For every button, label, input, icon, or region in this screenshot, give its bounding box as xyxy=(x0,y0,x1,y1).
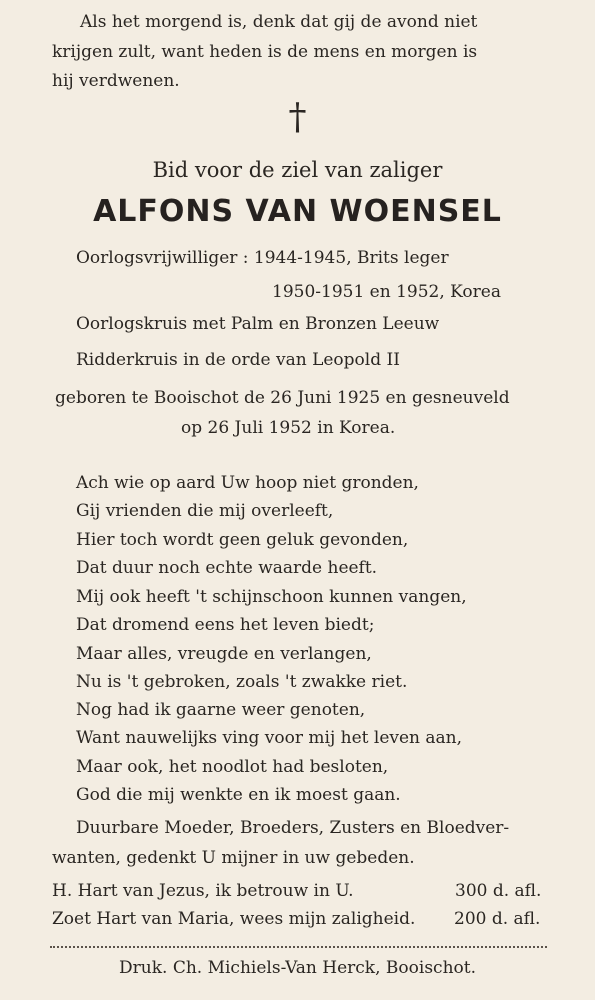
poem-line: Maar alles, vreugde en verlangen, xyxy=(76,644,372,664)
indulgence-value: 300 d. afl. xyxy=(455,881,542,901)
poem-line: Nog had ik gaarne weer genoten, xyxy=(76,700,366,720)
birth-line-2: op 26 Juli 1952 in Korea. xyxy=(181,418,396,438)
deceased-name: ALFONS VAN WOENSEL xyxy=(93,194,502,229)
family-line-1: Duurbare Moeder, Broeders, Zusters en Bloedver- xyxy=(76,818,510,838)
cross-icon: † xyxy=(288,97,307,138)
prayer-heading: Bid voor de ziel van zaliger xyxy=(152,158,443,182)
poem-line: Want nauwelijks ving voor mij het leven aan, xyxy=(76,728,463,748)
indulgence-text: Zoet Hart van Maria, wees mijn zaligheid. xyxy=(52,909,416,929)
indulgence-text: H. Hart van Jezus, ik betrouw in U. xyxy=(52,881,354,901)
intro-line-3: hij verdwenen. xyxy=(52,71,180,91)
intro-line-1: Als het morgend is, denk dat gij de avond niet xyxy=(80,12,478,32)
poem-line: Ach wie op aard Uw hoop niet gronden, xyxy=(76,473,419,493)
service-line-2: 1950-1951 en 1952, Korea xyxy=(272,282,501,302)
poem-line: God die mij wenkte en ik moest gaan. xyxy=(76,785,401,805)
birth-line-1: geboren te Booischot de 26 Juni 1925 en gesneuveld xyxy=(55,388,510,408)
poem-line: Gij vrienden die mij overleeft, xyxy=(76,501,334,521)
indulgence-value: 200 d. afl. xyxy=(454,909,541,929)
poem-line: Hier toch wordt geen geluk gevonden, xyxy=(76,530,409,550)
poem-line: Maar ook, het noodlot had besloten, xyxy=(76,757,389,777)
service-line-3: Oorlogskruis met Palm en Bronzen Leeuw xyxy=(76,314,440,334)
poem-line: Dat dromend eens het leven biedt; xyxy=(76,615,375,635)
intro-line-2: krijgen zult, want heden is de mens en morgen is xyxy=(52,42,478,62)
family-line-2: wanten, gedenkt U mijner in uw gebeden. xyxy=(52,848,415,868)
poem-line: Nu is 't gebroken, zoals 't zwakke riet. xyxy=(76,672,408,692)
printer-credit: Druk. Ch. Michiels-Van Herck, Booischot. xyxy=(119,958,476,978)
service-line-4: Ridderkruis in de orde van Leopold II xyxy=(76,350,400,370)
poem-line: Dat duur noch echte waarde heeft. xyxy=(76,558,378,578)
poem-line: Mij ook heeft 't schijnschoon kunnen vangen, xyxy=(76,587,467,607)
service-line-1: Oorlogsvrijwilliger : 1944-1945, Brits leger xyxy=(76,248,449,268)
dotted-divider xyxy=(50,946,547,948)
